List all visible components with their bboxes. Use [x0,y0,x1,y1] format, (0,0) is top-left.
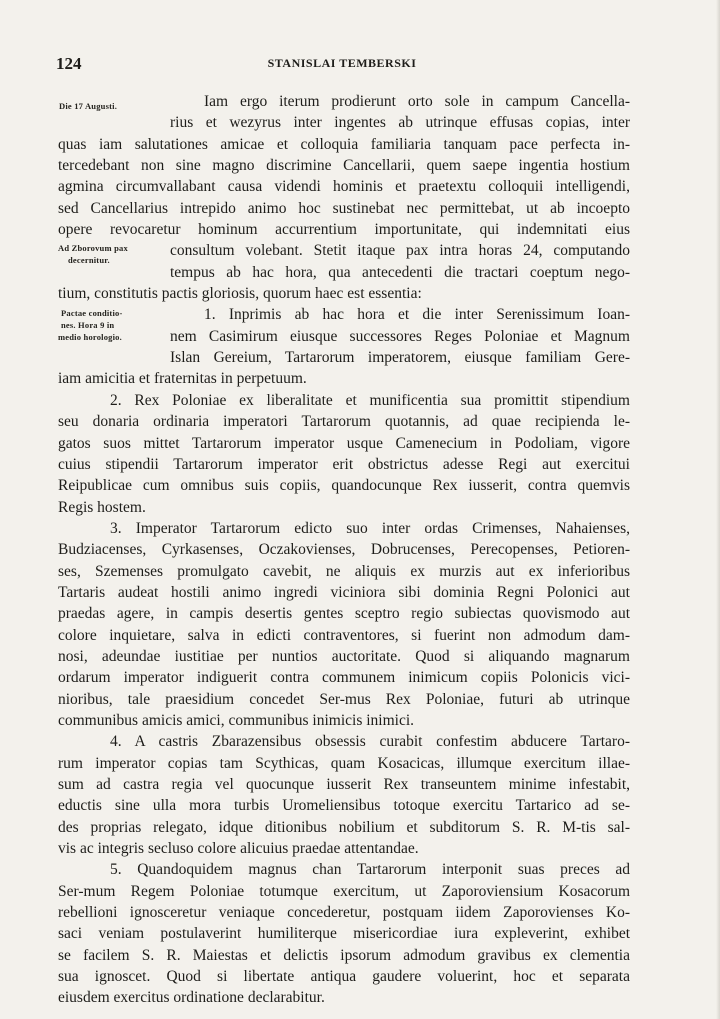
text-line: 5. Quandoquidem magnus chan Tartarorum interponit suas preces ad [110,861,630,879]
margin-note-line: Ad Zborovum pax [58,243,128,253]
text-line: rius et wezyrus inter ingentes ab utrinque effusas copias, inter [170,114,630,132]
text-line: rum imperator copias tam Scythicas, quam Kosacicas, illumque exercitum illae- [58,754,630,772]
text-line: quas iam salutationes amicae et colloquia familiaria tanquam pace perfecta in- [58,135,630,153]
margin-note-line: decernitur. [68,255,110,265]
text-line: cuius stipendii Tartarorum imperator erit obstrictus adesse Regi aut exercitui [58,455,630,473]
text-line: Ser-mum Regem Poloniae totumque exercitum, ut Zaporoviensium Kosacorum [58,882,630,900]
margin-note-line: Die 17 Augusti. [59,101,118,111]
text-line: eductis sine ulla mora turbis Uromeliensibus totoque exercitu Tartarico ad se- [58,797,630,815]
running-title: STANISLAI TEMBERSKI [267,56,417,70]
text-line: Budziacenses, Cyrkasenses, Oczakovienses, Dobrucenses, Perecopenses, Petioren- [58,541,630,559]
text-line: Iam ergo iterum prodierunt orto sole in campum Cancella- [204,93,630,110]
text-line: 1. Inprimis ab hac hora et die inter Serenissimum Ioan- [204,306,630,324]
page-header [56,54,628,74]
text-line: gatos suos mittet Tartarorum imperator usque Camenecium in Podoliam, vigore [58,434,630,452]
text-line: Tartaris audeat hostili animo ingredi viciniora sibi dominia Regni Polonici aut [58,583,630,601]
text-line: sua ignoscet. Quod si libertate antiqua gaudere voluerint, hoc et separata [58,968,630,986]
text-line: Islan Gereium, Tartarorum imperatorem, eiusque familiam Gere- [170,349,630,367]
page-edge-shadow [716,0,720,1019]
text-line: sed Cancellarius intrepido animo hoc sustinebat nec permittebat, ut ab incoepto [58,199,630,217]
text-line: vis ac integris secluso colore alicuius praedae attentandae. [58,840,419,858]
text-line: ordarum imperator indiguerit contra communem inimicum copiis Polonicis vici- [58,669,630,687]
margin-note-line: nes. Hora 9 in [61,320,115,330]
text-line: seu donaria ordinaria imperatori Tartarorum quotannis, ad quae recipienda le- [58,413,630,431]
margin-note-line: medio horologio. [58,332,122,342]
text-line: se facilem S. R. Maiestas et delictis ipsorum admodum gravibus ex clementia [58,946,630,964]
text-line: iam amicitia et fraternitas in perpetuum. [58,370,307,388]
text-line: tercedebant non sine magno discrimine Cancellarii, quem saepe ingentia hostium [58,157,630,175]
body-text [58,91,630,1009]
text-line: opere revocaretur hominum accurrentium importunitate, qui indemnitati eius [58,221,630,239]
text-line: communibus amicis amici, communibus inimicis inimici. [58,711,415,729]
text-line: praedas agere, in campis desertis gentes sceptro regio subiectas quovismodo aut [58,605,630,623]
text-line: nosi, adeundae iustitiae per nuntios auctoritate. Quod si aliquando magnarum [58,647,630,665]
text-line: tempus ab hac hora, qua antecedenti die tractari coeptum nego- [170,263,630,281]
text-line: eiusdem exercitus ordinatione declarabitur. [58,989,325,1007]
text-line: agmina circumvallabant causa videndi hominis et praetextu colloquii intelligendi, [58,178,630,196]
text-line: rebellioni ignosceretur veniaque concederetur, postquam iidem Zaporovienses Ko- [58,904,630,922]
text-line: colore inquietare, salva in edicti contraventores, si fuerint non admodum dam- [58,626,630,644]
text-line: 3. Imperator Tartarorum edicto suo inter ordas Crimenses, Nahaienses, [110,519,630,537]
text-line: nioribus, tale praesidium concedet Ser-mus Rex Poloniae, futuri ab utrinque [58,690,630,708]
text-line: nem Casimirum eiusque successores Reges Poloniae et Magnum [170,327,630,345]
text-line: Reipublicae cum omnibus suis copiis, quandocunque Rex iusserit, contra quemvis [58,477,630,495]
text-line: sum ad castra regia vel quocunque iusserit Rex transeuntem minime infestabit, [58,776,630,793]
text-line: ses, Szemenses promulgato cavebit, ne aliquis ex murzis aut ex inferioribus [58,562,630,580]
page-number: 124 [56,54,82,73]
text-line: saci veniam postulaverint humiliterque misericordiae iura expleverint, exhibet [58,925,630,943]
text-line: 4. A castris Zbarazensibus obsessis curabit confestim abducere Tartaro- [110,733,630,751]
text-line: des proprias relegato, idque ditionibus nobilium et subditorum S. R. M-tis sal- [58,818,630,836]
margin-note-line: Pactae conditio- [61,308,123,318]
text-line: 2. Rex Poloniae ex liberalitate et munificentia sua promittit stipendium [110,391,630,409]
text-line: consultum volebant. Stetit itaque pax intra horas 24, computando [170,242,630,260]
text-line: tium, constitutis pactis gloriosis, quorum haec est essentia: [58,285,422,303]
text-line: Regis hostem. [58,498,146,516]
